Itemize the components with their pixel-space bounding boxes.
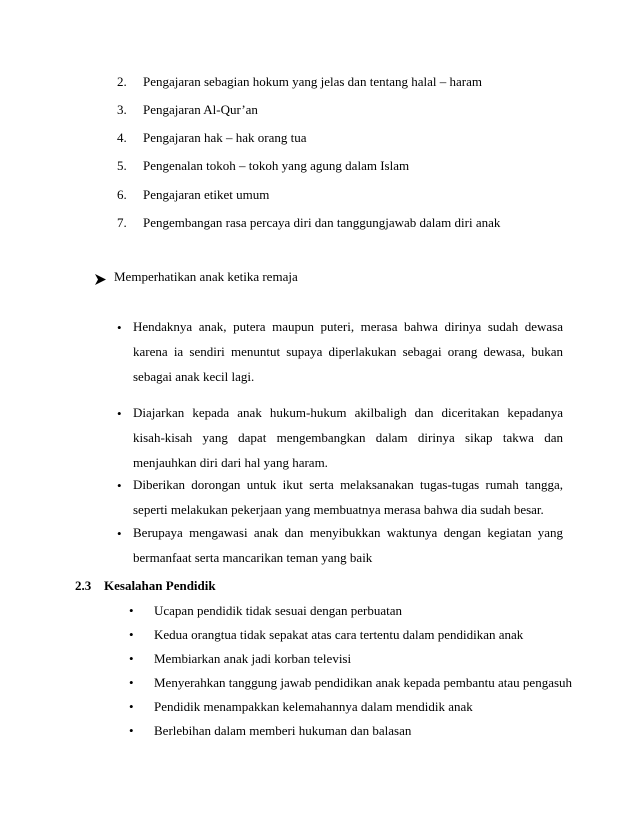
bullet-item-text: Diajarkan kepada anak hukum-hukum akilbaligh dan diceritakan kepadanya kisah-kisah yang dapat mengembangkan dalam dirinya sikap takwa dan menjauhkan diri dari hal yang haram.	[133, 405, 563, 470]
bullet-item-text: Berlebihan dalam memberi hukuman dan balasan	[154, 723, 412, 738]
list-number: 7.	[117, 215, 127, 230]
bullet-item-text: Membiarkan anak jadi korban televisi	[154, 651, 352, 666]
arrow-bullet-icon	[95, 270, 106, 286]
section-title: Kesalahan Pendidik	[104, 578, 216, 593]
list-number: 3.	[117, 102, 127, 117]
bullet-icon: •	[117, 526, 122, 541]
bullet-icon: •	[129, 627, 134, 642]
list-number: 5.	[117, 158, 127, 173]
list-item-text: Pengajaran sebagian hokum yang jelas dan tentang halal – haram	[143, 74, 482, 89]
bullet-icon: •	[129, 699, 134, 714]
list-item-text: Pengembangan rasa percaya diri dan tanggungjawab dalam diri anak	[143, 215, 501, 230]
bullet-item-text: Kedua orangtua tidak sepakat atas cara tertentu dalam pendidikan anak	[154, 627, 524, 642]
bullet-icon: •	[117, 478, 122, 493]
bullet-icon: •	[129, 603, 134, 618]
bullet-icon: •	[117, 320, 122, 335]
bullet-icon: •	[117, 406, 122, 421]
arrow-item-text: Memperhatikan anak ketika remaja	[114, 269, 298, 284]
list-number: 6.	[117, 187, 127, 202]
list-item-text: Pengenalan tokoh – tokoh yang agung dalam Islam	[143, 158, 410, 173]
bullet-item-text: Berupaya mengawasi anak dan menyibukkan waktunya dengan kegiatan yang bermanfaat serta mancarikan teman yang baik	[133, 525, 563, 565]
bullet-item-text: Menyerahkan tanggung jawab pendidikan anak kepada pembantu atau pengasuh	[154, 675, 573, 690]
list-number: 2.	[117, 74, 127, 89]
bullet-item-text: Diberikan dorongan untuk ikut serta melaksanakan tugas-tugas rumah tangga, seperti melakukan pekerjaan yang membuatnya merasa bahwa dia sudah besar.	[133, 477, 563, 517]
list-item-text: Pengajaran hak – hak orang tua	[143, 130, 307, 145]
bullet-item-text: Pendidik menampakkan kelemahannya dalam mendidik anak	[154, 699, 473, 714]
bullet-icon: •	[129, 651, 134, 666]
list-number: 4.	[117, 130, 127, 145]
bullet-icon: •	[129, 675, 134, 690]
list-item-text: Pengajaran Al-Qur’an	[143, 102, 258, 117]
bullet-icon: •	[129, 723, 134, 738]
list-item-text: Pengajaran etiket umum	[143, 187, 270, 202]
bullet-item-text: Ucapan pendidik tidak sesuai dengan perbuatan	[154, 603, 402, 618]
section-number: 2.3	[75, 578, 92, 593]
bullet-item-text: Hendaknya anak, putera maupun puteri, merasa bahwa dirinya sudah dewasa karena ia sendiri menuntut supaya diperlakukan sebagai orang dewasa, bukan sebagai anak kecil lagi.	[133, 319, 563, 384]
